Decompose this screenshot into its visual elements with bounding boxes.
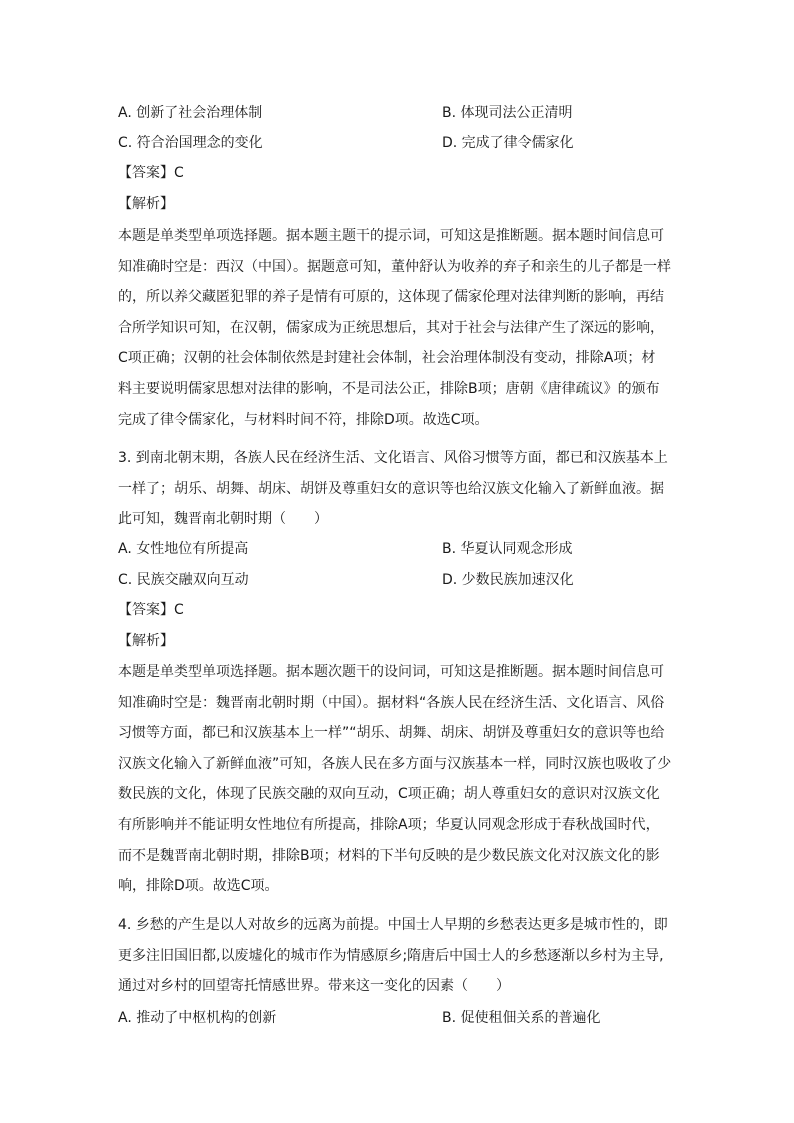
q2-option-a[interactable]: A. 创新了社会治理体制 — [118, 105, 263, 121]
analysis-line: 有所影响并不能证明女性地位有所提高，排除A项；华夏认同观念形成于春秋战国时代， — [118, 816, 660, 833]
q3-option-b[interactable]: B. 华夏认同观念形成 — [442, 541, 573, 557]
q4-option-b[interactable]: B. 促使租佃关系的普遍化 — [442, 1010, 601, 1026]
q2-option-b[interactable]: B. 体现司法公正清明 — [442, 105, 573, 121]
analysis-line: 响，排除D项。故选C项。 — [118, 878, 279, 895]
analysis-line: 数民族的文化，体现了民族交融的双向互动，C项正确；胡人尊重妇女的意识对汉族文化 — [118, 786, 660, 803]
analysis-line: 汉族文化输入了新鲜血液”可知，各族人民在多方面与汉族基本一样，同时汉族也吸收了少 — [118, 755, 672, 772]
analysis-line: 的，所以养父藏匿犯罪的养子是情有可原的，这体现了儒家伦理对法律判断的影响，再结 — [118, 289, 664, 306]
analysis-line: 知准确时空是：魏晋南北朝时期（中国）。据材料“各族人民在经济生活、文化语言、风俗 — [118, 694, 665, 711]
analysis-line: C项正确；汉朝的社会体制依然是封建社会体制，社会治理体制没有变动，排除A项；材 — [118, 350, 656, 367]
q3-stem — [118, 443, 678, 535]
analysis-line: 本题是单类型单项选择题。据本题次题干的设问词，可知这是推断题。据本题时间信息可 — [118, 664, 664, 680]
stem-line: 3. 到南北朝末期，各族人民在经济生活、文化语言、风俗习惯等方面，都已和汉族基本上 — [118, 450, 668, 466]
analysis-line: 本题是单类型单项选择题。据本题主题干的提示词，可知这是推断题。据本题时间信息可 — [118, 228, 664, 244]
stem-line: 通过对乡村的回望寄托情感世界。带来这一变化的因素（ ） — [118, 978, 510, 995]
analysis-line: 知准确时空是：西汉（中国）。据题意可知，董仲舒认为收养的弃子和亲生的儿子都是一样 — [118, 258, 671, 275]
q4-stem — [118, 910, 678, 1002]
q2-options-row-1 — [118, 103, 678, 123]
analysis-line: 完成了律令儒家化，与材料时间不符，排除D项。故选C项。 — [118, 411, 489, 428]
q3-options-row-1 — [118, 539, 678, 559]
q2-analysis — [118, 221, 678, 435]
q3-option-a[interactable]: A. 女性地位有所提高 — [118, 541, 249, 557]
q4-option-a[interactable]: A. 推动了中枢机构的创新 — [118, 1010, 277, 1026]
stem-line: 4. 乡愁的产生是以人对故乡的远离为前提。中国士人早期的乡愁表达更多是城市性的，即 — [118, 917, 668, 933]
q3-analysis — [118, 657, 678, 902]
stem-line: 更多注旧国旧都,以废墟化的城市作为情感原乡;隋唐后中国士人的乡愁逐渐以乡村为主导, — [118, 947, 664, 964]
stem-line: 一样了；胡乐、胡舞、胡床、胡饼及尊重妇女的意识等也给汉族文化输入了新鲜血液。据 — [118, 480, 664, 497]
q2-option-d[interactable]: D. 完成了律令儒家化 — [442, 135, 574, 151]
analysis-line: 习惯等方面，都已和汉族基本上一样”“胡乐、胡舞、胡床、胡饼及尊重妇女的意识等也给 — [118, 725, 665, 742]
analysis-line: 而不是魏晋南北朝时期，排除B项；材料的下半句反映的是少数民族文化对汉族文化的影 — [118, 847, 660, 864]
q3-analysis-label: 【解析】 — [118, 633, 174, 649]
q2-analysis-label: 【解析】 — [118, 196, 174, 212]
q3-option-d[interactable]: D. 少数民族加速汉化 — [442, 572, 574, 588]
analysis-line: 合所学知识可知，在汉朝，儒家成为正统思想后，其对于社会与法律产生了深远的影响， — [118, 319, 664, 336]
q3-option-c[interactable]: C. 民族交融双向互动 — [118, 572, 249, 588]
q4-options-row-1 — [118, 1008, 678, 1028]
q2-options-row-2 — [118, 133, 678, 153]
stem-line: 此可知，魏晋南北朝时期（ ） — [118, 511, 328, 528]
q2-option-c[interactable]: C. 符合治国理念的变化 — [118, 135, 263, 151]
q2-answer: 【答案】C — [118, 165, 184, 181]
analysis-line: 料主要说明儒家思想对法律的影响，不是司法公正，排除B项；唐朝《唐律疏议》的颁布 — [118, 380, 660, 397]
q3-answer: 【答案】C — [118, 602, 184, 618]
q3-options-row-2 — [118, 570, 678, 590]
